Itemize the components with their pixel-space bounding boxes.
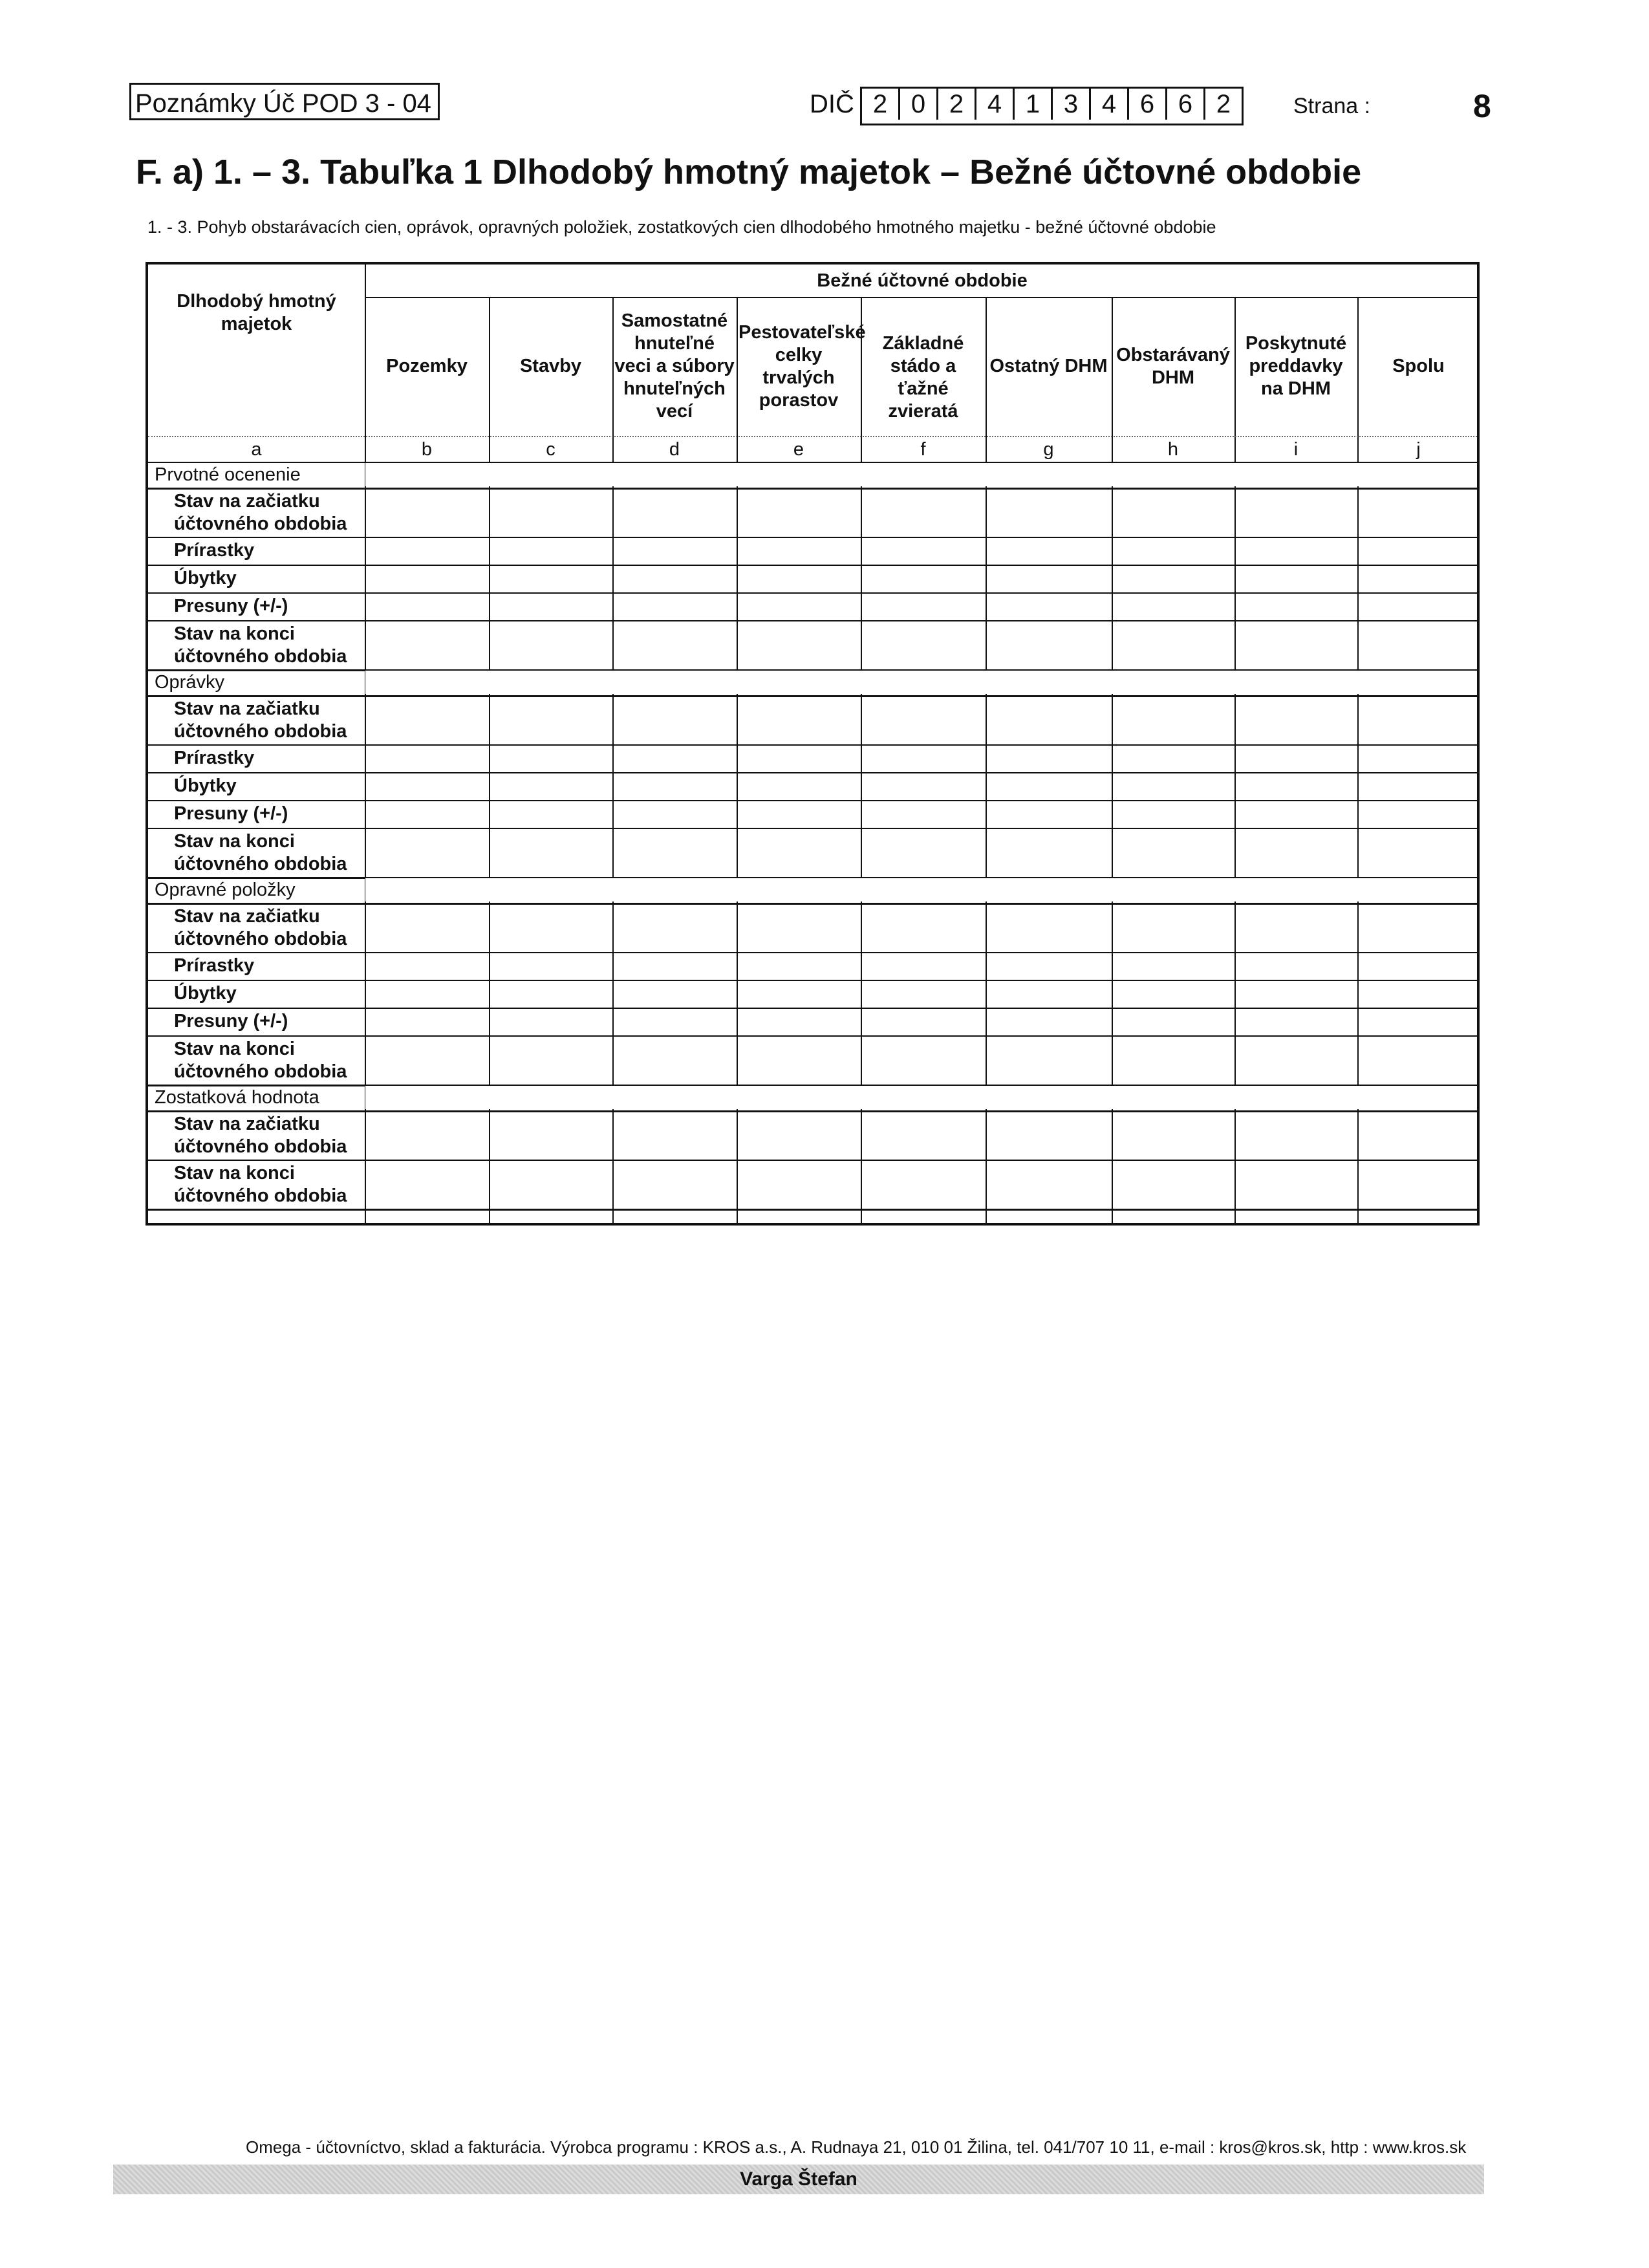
column-header: Obstarávaný DHM (1116, 344, 1230, 388)
row-divider (148, 800, 1477, 801)
page-label: Strana : (1293, 94, 1371, 118)
row-header-label: Dlhodobý hmotný majetok (177, 291, 336, 334)
row-label: Prírastky (174, 748, 255, 768)
dic-digit-box: 2 (938, 89, 976, 120)
section-label: Opravné položky (155, 880, 296, 900)
column-header: Spolu (1392, 356, 1445, 376)
section-band (365, 1086, 1477, 1109)
row-divider (148, 1035, 1477, 1037)
column-letter: b (421, 439, 433, 460)
column-letter: a (251, 439, 262, 460)
section-label: Zostatková hodnota (155, 1087, 319, 1108)
footer-program-info: Omega - účtovníctvo, sklad a fakturácia. Výrobca programu : KROS a.s., A. Rudnaya 21, 010 01 Žilina, tel. 041/707 10 11, e-mail : kros@kros.sk, http : www.kros.sk (246, 2137, 1467, 2157)
row-label: Stav na začiatku účtovného obdobia (174, 491, 347, 534)
column-header: Základné stádo a ťažné zvieratá (882, 333, 964, 422)
dic-digit-box: 6 (1129, 89, 1167, 120)
row-label: Prírastky (174, 955, 255, 976)
column-header: Pozemky (386, 356, 468, 376)
dic-boxes (860, 87, 1244, 125)
row-label: Stav na konci účtovného obdobia (174, 1039, 347, 1082)
row-divider (148, 695, 1477, 697)
row-label: Stav na začiatku účtovného obdobia (174, 698, 347, 742)
row-label: Presuny (+/-) (174, 596, 288, 616)
row-divider (148, 1209, 1477, 1211)
footer-user-name: Varga Štefan (740, 2168, 857, 2190)
row-divider (148, 565, 1477, 566)
form-name-box: Poznámky Úč POD 3 - 04 (129, 83, 440, 120)
row-divider (148, 592, 1477, 594)
row-divider (148, 828, 1477, 829)
column-divider (365, 265, 366, 1223)
column-header: Samostatné hnuteľné veci a súbory hnuteľných vecí (614, 310, 735, 422)
row-label: Stav na začiatku účtovného obdobia (174, 906, 347, 949)
row-label: Stav na konci účtovného obdobia (174, 831, 347, 874)
column-letter: j (1416, 439, 1421, 460)
column-header: Poskytnuté preddavky na DHM (1245, 333, 1347, 399)
asset-movement-table (146, 262, 1480, 1226)
dic-label: DIČ (810, 90, 854, 118)
row-label: Úbytky (174, 775, 237, 796)
column-letter: c (546, 439, 555, 460)
column-letter: d (669, 439, 680, 460)
row-divider (148, 744, 1477, 746)
column-letter: f (920, 439, 926, 460)
column-letter: g (1043, 439, 1054, 460)
row-label: Prírastky (174, 540, 255, 561)
row-divider (148, 488, 1477, 490)
column-letter: e (793, 439, 804, 460)
section-band (365, 463, 1477, 486)
row-divider (148, 1110, 1477, 1112)
dic-digit-box: 6 (1167, 89, 1205, 120)
row-divider (148, 772, 1477, 773)
column-letter: h (1167, 439, 1179, 460)
section-label: Oprávky (155, 672, 224, 693)
header-divider (148, 436, 1477, 437)
row-label: Stav na konci účtovného obdobia (174, 623, 347, 667)
page-number: 8 (1473, 88, 1491, 124)
dic-digit-box: 0 (900, 89, 938, 120)
row-label: Úbytky (174, 983, 237, 1004)
row-divider (148, 903, 1477, 905)
section-title: F. a) 1. – 3. Tabuľka 1 Dlhodobý hmotný majetok – Bežné účtovné obdobie (136, 153, 1362, 191)
row-label: Presuny (+/-) (174, 803, 288, 824)
period-header: Bežné účtovné obdobie (817, 270, 1028, 291)
section-band (365, 878, 1477, 902)
header-divider (365, 297, 1477, 298)
row-label: Úbytky (174, 568, 237, 589)
row-label: Presuny (+/-) (174, 1011, 288, 1031)
dic-digit-box: 1 (1015, 89, 1053, 120)
column-header: Stavby (519, 356, 582, 376)
row-divider (148, 537, 1477, 538)
section-label: Prvotné ocenenie (155, 464, 301, 485)
column-header: Pestovateľské celky trvalých porastov (738, 321, 866, 411)
dic-digit-box: 4 (1091, 89, 1129, 120)
row-divider (148, 1160, 1477, 1161)
dic-digit-box: 3 (1053, 89, 1091, 120)
column-header: Ostatný DHM (989, 356, 1108, 376)
dic-digit-box: 4 (976, 89, 1015, 120)
row-label: Stav na konci účtovného obdobia (174, 1163, 347, 1206)
section-band (365, 671, 1477, 694)
row-label: Stav na začiatku účtovného obdobia (174, 1114, 347, 1157)
column-letter: i (1293, 439, 1299, 460)
row-divider (148, 952, 1477, 953)
row-divider (148, 1008, 1477, 1009)
row-divider (148, 620, 1477, 621)
dic-digit-box: 2 (1216, 90, 1231, 118)
row-divider (148, 980, 1477, 981)
dic-digit-box: 2 (862, 89, 900, 120)
section-subtitle: 1. - 3. Pohyb obstarávacích cien, oprávok, opravných položiek, zostatkových cien dlhodobého hmotného majetku - bežné účtovné obdobie (147, 217, 1216, 237)
